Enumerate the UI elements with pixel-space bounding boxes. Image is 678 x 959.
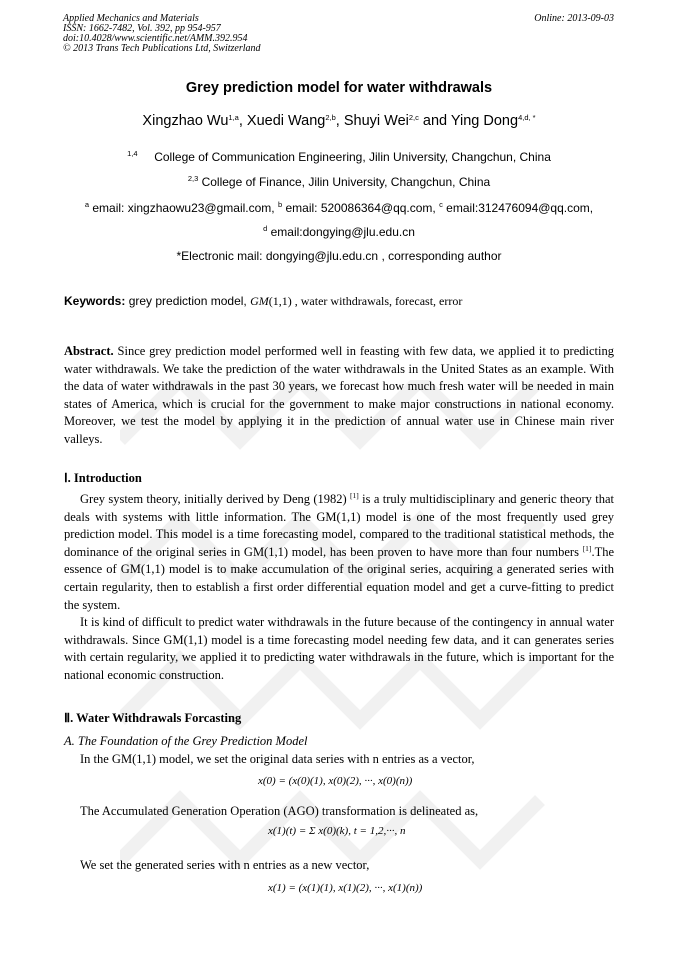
- keywords-gm: GM: [250, 294, 269, 308]
- author-name: , Shuyi Wei: [335, 113, 409, 129]
- issn: ISSN: 1662-7482, Vol. 392, pp 954-957: [63, 23, 221, 34]
- email-line-2: [0, 225, 678, 239]
- corresponding-author: *Electronic mail: dongying@jlu.edu.cn , corresponding author: [176, 249, 502, 263]
- email-sup: a: [84, 200, 90, 209]
- aff-text: College of Communication Engineering, Jilin University, Changchun, China: [154, 150, 551, 164]
- section-heading-introduction: Ⅰ. Introduction: [64, 471, 142, 485]
- keywords-text: grey prediction model,: [125, 294, 251, 308]
- para-text: .The essence of GM(1,1) model is to make accumulation of the original series, acquiring a generated series with certain regularity, then to establish a first order differential equation model and get a curve-fitting to predict the system.: [64, 544, 614, 612]
- abstract-label: Abstract.: [64, 344, 114, 358]
- citation: [1]: [582, 543, 592, 553]
- paragraph: [64, 491, 614, 614]
- email-text: email: 520086364@qq.com,: [282, 201, 440, 215]
- email-line: [0, 201, 678, 215]
- keywords-label: Keywords:: [64, 294, 126, 308]
- email-sup: d: [263, 224, 268, 233]
- equation-1: x(0) = (x(0)(1), x(0)(2), ···, x(0)(n)): [258, 775, 413, 787]
- abstract-text: Since grey prediction model performed well in feasting with few data, we applied it to predicting water withdrawals. We take the prediction of the water withdrawals in the United States as an example. With the data of water withdrawals in the past 30 years, we forecast how much fresh water will be needed in main states of America, which is crucial for the government to make major constructions in national economy. Moreover, we test the model by applying it in the prediction of annual water use in Chinese main river valleys.: [64, 344, 614, 446]
- text-line: The Accumulated Generation Operation (AGO) transformation is delineated as,: [80, 804, 479, 818]
- author-sup: 1,a: [228, 113, 239, 122]
- author-list: [0, 113, 678, 129]
- paragraph: It is kind of difficult to predict water withdrawals in the future because of the contingency in annual water withdrawals. Since GM(1,1) model is a time forecasting model needing few data, and it can generates series with certain regularity, we applied it to predicting water withdrawals in the future, which is important for the national economic construction.: [64, 615, 614, 682]
- affiliation-1: [0, 150, 678, 164]
- email-sup: c: [439, 200, 443, 209]
- email-text: email:dongying@jlu.edu.cn: [267, 225, 415, 239]
- citation: [1]: [350, 491, 359, 500]
- text-line: In the GM(1,1) model, we set the original data series with n entries as a vector,: [80, 752, 475, 766]
- para-text: is a truly multidisciplinary and generic theory that deals with systems with little information. The GM(1,1) model is one of the most frequently used grey prediction model. This model is a time forecasting model, compared to the traditional statistical methods, the dominance of the original series in GM(1,1) model, has been proven to have more than four numbers: [64, 492, 614, 559]
- email-text: email: xingzhaowu23@gmail.com,: [89, 201, 278, 215]
- author-sup: 4,d, *: [518, 113, 536, 122]
- equation-2: x(1)(t) = Σ x(0)(k), t = 1,2,···, n: [268, 825, 406, 837]
- aff-sup: 1,4: [127, 149, 138, 158]
- author-name: , Xuedi Wang: [238, 113, 326, 129]
- keywords-text-2: (1,1) , water withdrawals, forecast, error: [268, 294, 463, 308]
- author-name: Xingzhao Wu: [142, 113, 229, 129]
- equation-3: x(1) = (x(1)(1), x(1)(2), ···, x(1)(n)): [268, 882, 423, 894]
- affiliation-2: [0, 175, 678, 189]
- copyright: © 2013 Trans Tech Publications Ltd, Switzerland: [63, 43, 261, 54]
- abstract: [64, 343, 614, 449]
- email-text: email:312476094@qq.com,: [442, 201, 594, 215]
- paper-title: Grey prediction model for water withdrawals: [185, 80, 493, 96]
- journal-name: Applied Mechanics and Materials: [63, 13, 199, 24]
- aff-text: College of Finance, Jilin University, Changchun, China: [198, 175, 491, 189]
- author-name: and Ying Dong: [418, 113, 519, 129]
- online-date: Online: 2013-09-03: [534, 13, 614, 24]
- email-sup: b: [277, 200, 283, 209]
- text-line: We set the generated series with n entries as a new vector,: [80, 858, 370, 872]
- keywords: [64, 294, 462, 309]
- author-sup: 2,c: [408, 113, 419, 122]
- journal-header: [63, 14, 261, 54]
- para-text: Grey system theory, initially derived by Deng (1982): [80, 492, 351, 506]
- author-sup: 2,b: [325, 113, 336, 122]
- subsection-heading: A. The Foundation of the Grey Prediction Model: [64, 734, 308, 748]
- section-heading-forecasting: Ⅱ. Water Withdrawals Forcasting: [64, 711, 242, 725]
- aff-sup: 2,3: [187, 174, 199, 183]
- doi: doi:10.4028/www.scientific.net/AMM.392.954: [63, 33, 248, 44]
- introduction-body: [64, 491, 614, 685]
